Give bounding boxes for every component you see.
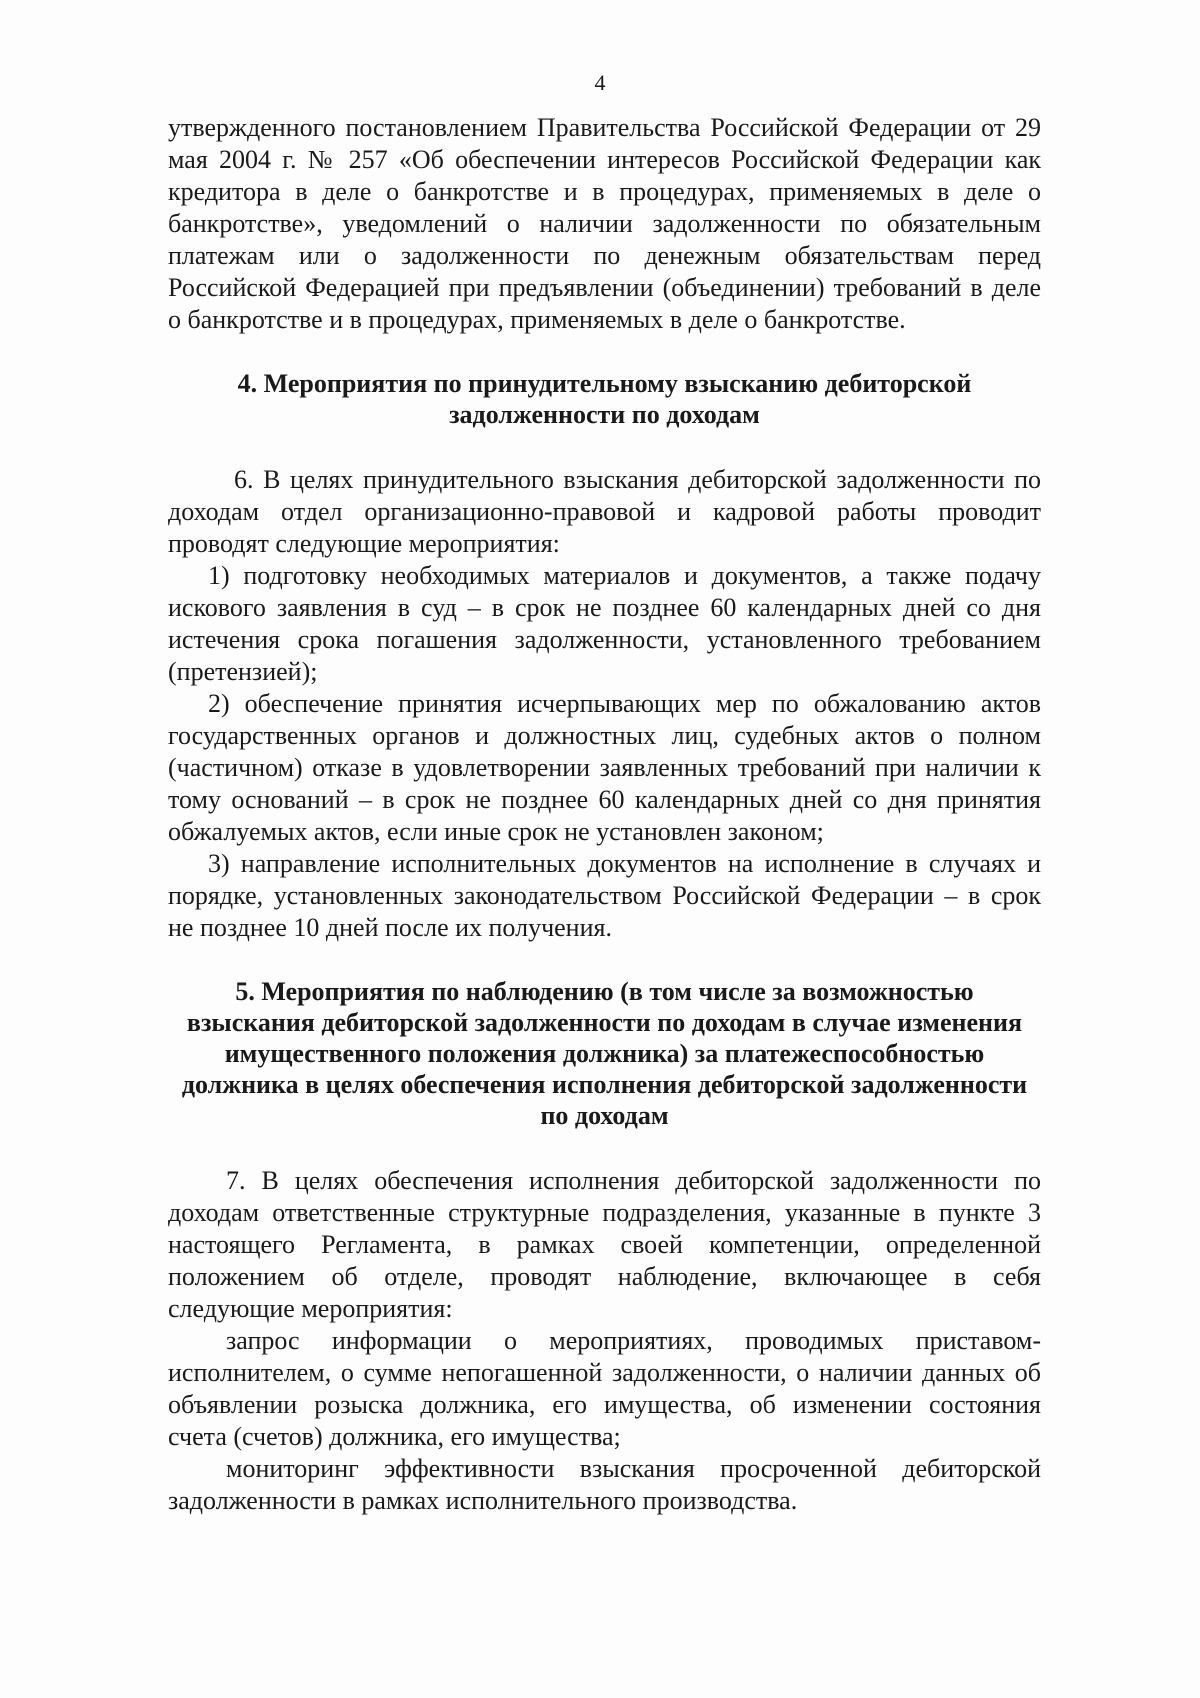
list-item-1 <box>168 560 1041 688</box>
text-line: исполнителем, о сумме непогашенной задолженности, о наличии данных об <box>168 1358 1041 1387</box>
text-line: (претензией); <box>168 657 318 686</box>
text-line: 1) подготовку необходимых материалов и документов, а также подачу <box>208 561 1041 590</box>
paragraph-7 <box>168 1165 1041 1325</box>
text-line: объявлении розыска должника, его имущества, об изменении состояния <box>168 1390 1041 1419</box>
heading-line: взыскания дебиторской задолженности по доходам в случае изменения <box>186 1008 1023 1037</box>
heading-line: 4. Мероприятия по принудительному взысканию дебиторской <box>237 369 972 398</box>
heading-line: имущественного положения должника) за платежеспособностью <box>224 1039 985 1068</box>
text-line: следующие мероприятия: <box>168 1294 453 1323</box>
heading-line: задолженности по доходам <box>449 400 760 429</box>
text-line: о банкротстве и в процедурах, применяемых в деле о банкротстве. <box>168 305 906 334</box>
text-line: доходам отдел организационно-правовой и кадровой работы проводит <box>168 497 1041 526</box>
text-line: 2) обеспечение принятия исчерпывающих мер по обжалованию актов <box>208 689 1041 718</box>
text-line: обжалуемых актов, если иные срок не установлен законом; <box>168 817 824 846</box>
text-line: кредитора в деле о банкротстве и в процедурах, применяемых в деле о <box>168 177 1041 206</box>
text-line: мая 2004 г. № 257 «Об обеспечении интересов Российской Федерации как <box>168 145 1041 174</box>
section-4-heading <box>168 368 1041 430</box>
text-line: истечения срока погашения задолженности, установленного требованием <box>168 625 1041 654</box>
text-line: 6. В целях принудительного взыскания дебиторской задолженности по <box>234 465 1041 494</box>
text-line: платежам или о задолженности по денежным обязательствам перед <box>168 241 1041 270</box>
intro-paragraph <box>168 112 1041 336</box>
list-item-2 <box>168 688 1041 848</box>
text-line: проводят следующие мероприятия: <box>168 529 560 558</box>
text-line: запрос информации о мероприятиях, проводимых приставом- <box>226 1326 1041 1355</box>
text-line: утвержденного постановлением Правительства Российской Федерации от 29 <box>168 113 1041 142</box>
measure-item-2 <box>168 1453 1041 1517</box>
text-line: 3) направление исполнительных документов на исполнение в случаях и <box>208 849 1041 878</box>
text-line: задолженности в рамках исполнительного производства. <box>168 1486 798 1515</box>
text-line: Российской Федерацией при предъявлении (объединении) требований в деле <box>168 273 1041 302</box>
text-line: мониторинг эффективности взыскания просроченной дебиторской <box>226 1454 1041 1483</box>
heading-line: должника в целях обеспечения исполнения дебиторской задолженности <box>181 1070 1028 1099</box>
text-line: (частичном) отказе в удовлетворении заявленных требований при наличии к <box>168 753 1041 782</box>
text-line: доходам ответственные структурные подразделения, указанные в пункте 3 <box>168 1198 1041 1227</box>
text-line: настоящего Регламента, в рамках своей компетенции, определенной <box>168 1230 1041 1259</box>
paragraph-6 <box>168 464 1041 560</box>
measure-item-1 <box>168 1325 1041 1453</box>
text-line: счета (счетов) должника, его имущества; <box>168 1422 621 1451</box>
text-line: не позднее 10 дней после их получения. <box>168 913 612 942</box>
section-5-heading <box>168 976 1041 1131</box>
text-line: положением об отделе, проводят наблюдение, включающее в себя <box>168 1262 1041 1291</box>
document-body <box>168 112 1041 1517</box>
text-line: банкротстве», уведомлений о наличии задолженности по обязательным <box>168 209 1041 238</box>
text-line: тому оснований – в срок не позднее 60 календарных дней со дня принятия <box>168 785 1041 814</box>
text-line: 7. В целях обеспечения исполнения дебиторской задолженности по <box>226 1166 1041 1195</box>
text-line: порядке, установленных законодательством Российской Федерации – в срок <box>168 881 1041 910</box>
text-line: государственных органов и должностных лиц, судебных актов о полном <box>168 721 1041 750</box>
page-number: 4 <box>594 70 606 95</box>
text-line: искового заявления в суд – в срок не позднее 60 календарных дней со дня <box>168 593 1041 622</box>
heading-line: 5. Мероприятия по наблюдению (в том числе за возможностью <box>235 977 974 1006</box>
heading-line: по доходам <box>540 1101 669 1130</box>
list-item-3 <box>168 848 1041 944</box>
